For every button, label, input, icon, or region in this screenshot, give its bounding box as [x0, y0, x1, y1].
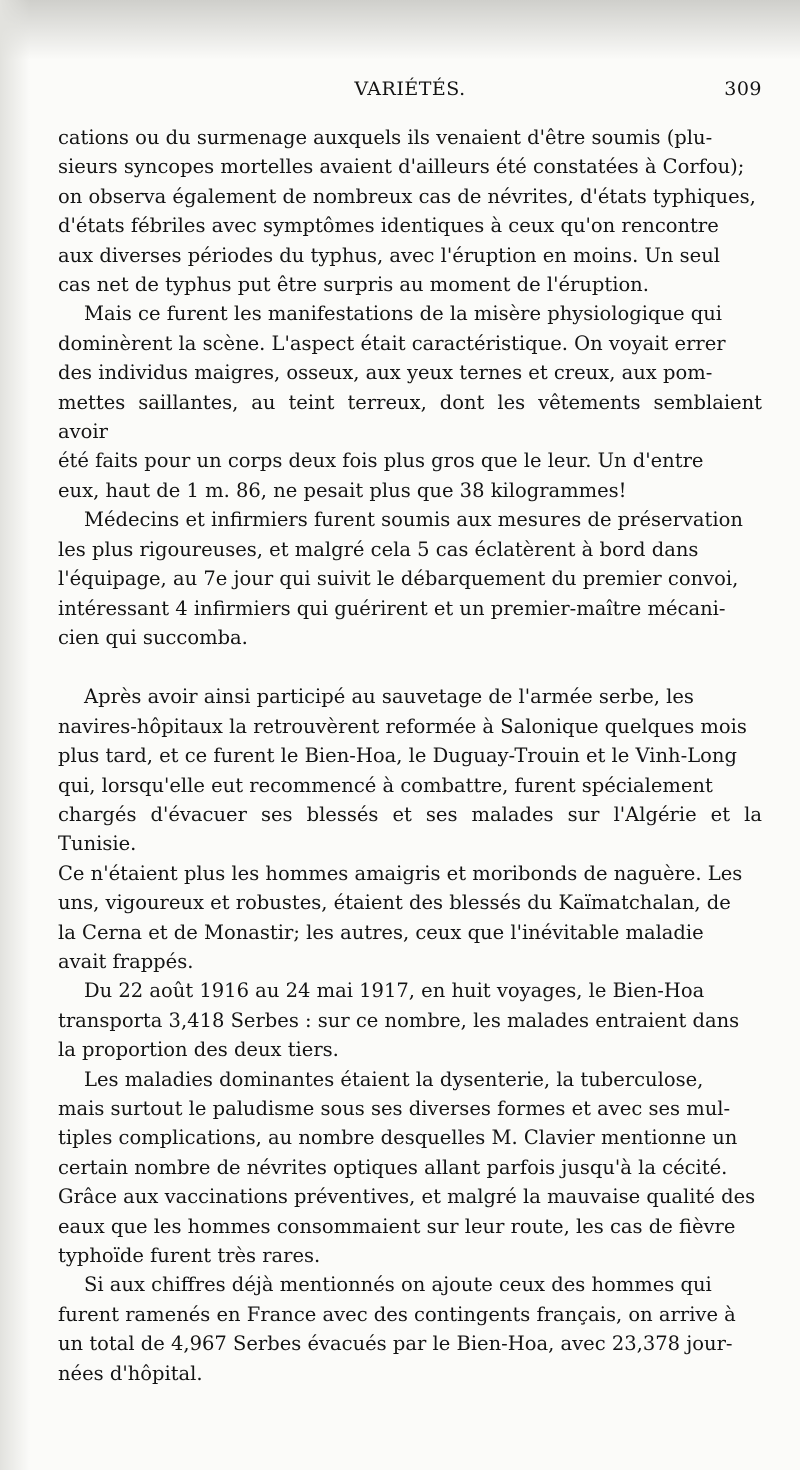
running-head: VARIÉTÉS.	[354, 78, 466, 100]
paragraph: Du 22 août 1916 au 24 mai 1917, en huit voyages, le Bien-Hoa transporta 3,418 Serbes : sur ce nombre, les malades entraient dans la proportion des deux tiers.	[58, 979, 740, 1062]
paragraph: Après avoir ainsi participé au sauvetage de l'armée serbe, les navires-hôpitaux la retrouvèrent reformée à Salonique quelques mois plus tard, et ce furent le Bien-Hoa, le Duguay-Trouin et le Vinh-Long qui, lorsqu'elle eut recommencé à combattre, furent spécialement chargés d'évacuer ses blessés et ses malades sur l'Algérie et la Tunisie. Ce n'étaient plus les hommes amaigris et moribonds de naguère. Les uns, vigoureux et robustes, étaient des blessés du Kaïmatchalan, de la Cerna et de Monastir; les autres, ceux que l'inévitable maladie avait frappés.	[58, 685, 762, 973]
paragraph: Les maladies dominantes étaient la dysenterie, la tuberculose, mais surtout le paludisme sous ses diverses formes et avec ses mul- tiples complications, au nombre desquelles M. Clavier mentionne un certain nombre de névrites optiques allant parfois jusqu'à la cécité. Grâce aux vaccinations préventives, et malgré la mauvaise qualité des eaux que les hommes consommaient sur leur route, les cas de fièvre typhoïde furent très rares.	[58, 1067, 756, 1268]
page-header	[58, 78, 762, 110]
page-number: 309	[724, 78, 762, 100]
body-text	[58, 123, 762, 1388]
paragraph-continued: cations ou du surmenage auxquels ils venaient d'être soumis (plu- sieurs syncopes mortelles avaient d'ailleurs été constatées à Corfou); on observa également de nombreux cas de névrites, d'états typhiques, d'états fébriles avec symptômes identiques à ceux qu'on rencontre aux diverses périodes du typhus, avec l'éruption en moins. Un seul cas net de typhus put être surpris au moment de l'éruption.	[58, 126, 756, 297]
paragraph: Si aux chiffres déjà mentionnés on ajoute ceux des hommes qui furent ramenés en France avec des contingents français, on arrive à un total de 4,967 Serbes évacués par le Bien-Hoa, avec 23,378 jour- nées d'hôpital.	[58, 1273, 736, 1385]
paragraph: Médecins et infirmiers furent soumis aux mesures de préservation les plus rigoureuses, et malgré cela 5 cas éclatèrent à bord dans l'équipage, au 7e jour qui suivit le débarquement du premier convoi, intéressant 4 infirmiers qui guérirent et un premier-maître mécani- cien qui succomba.	[58, 508, 743, 649]
paragraph: Mais ce furent les manifestations de la misère physiologique qui dominèrent la scène. L'aspect était caractéristique. On voyait errer des individus maigres, osseux, aux yeux ternes et creux, aux pom- mettes saillantes, au teint terreux, dont les vêtements semblaient avoir été faits pour un corps deux fois plus gros que le leur. Un d'entre eux, haut de 1 m. 86, ne pesait plus que 38 kilogrammes!	[58, 302, 762, 502]
